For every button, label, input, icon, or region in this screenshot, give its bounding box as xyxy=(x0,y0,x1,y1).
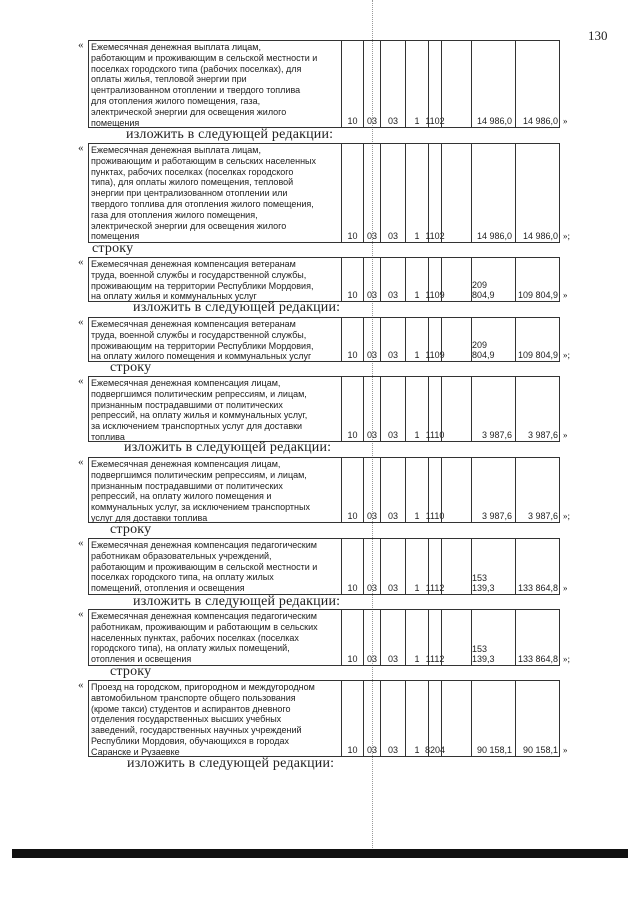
cell-c4: 1 xyxy=(405,377,428,441)
caption-edit: изложить в следующей редакции: xyxy=(133,594,341,609)
caption-line: строку xyxy=(110,664,152,679)
cell-c3: 03 xyxy=(380,318,405,361)
caption-edit: изложить в следующей редакции: xyxy=(124,440,332,455)
open-quote: « xyxy=(78,316,84,328)
cell-c4: 1 xyxy=(405,41,428,127)
caption-edit: изложить в следующей редакции: xyxy=(126,127,334,142)
cell-v1: 209 804,9 xyxy=(471,318,515,361)
cell-v2: 109 804,9 xyxy=(515,258,561,301)
empty-cell xyxy=(441,144,471,242)
cell-c2: 03 xyxy=(363,377,380,441)
cell-v2: 3 987,6 xyxy=(515,377,561,441)
cell-c2: 03 xyxy=(363,458,380,522)
cell-v2: 133 864,8 xyxy=(515,539,561,594)
empty-cell xyxy=(441,258,471,301)
cell-c1: 10 xyxy=(341,377,363,441)
cell-c3: 03 xyxy=(380,377,405,441)
empty-cell xyxy=(441,377,471,441)
open-quote: « xyxy=(78,256,84,268)
open-quote: « xyxy=(78,679,84,691)
open-quote: « xyxy=(78,375,84,387)
row-description: Проезд на городском, пригородном и междугородном автомобильном транспорте общего пользования (кроме такси) студентов и аспирантов дневного отделения государственных высших учебных заведений, государственных научных учреждений Республики Мордовия, обучающихся в городах Саранске и Рузаевке xyxy=(91,682,315,757)
cell-c2: 03 xyxy=(363,539,380,594)
cell-c5: 1102 xyxy=(428,144,441,242)
cell-v2: 14 986,0 xyxy=(515,144,561,242)
cell-c1: 10 xyxy=(341,318,363,361)
cell-c3: 03 xyxy=(380,258,405,301)
cell-c4: 1 xyxy=(405,610,428,665)
row-description: Ежемесячная денежная выплата лицам, работающим и проживающим в сельской местности и поселках городского типа (рабочих поселках), для оплаты жилья, тепловой энергии при централизованном отоплении и твердого топлива для отопления жилого помещения, газа, электрической энергии для освещения жилого помещения xyxy=(91,42,318,128)
empty-cell xyxy=(441,41,471,127)
cell-c2: 03 xyxy=(363,41,380,127)
cell-v1: 3 987,6 xyxy=(471,458,515,522)
row-description: Ежемесячная денежная компенсация лицам, подвергшимся политическим репрессиям, и лицам, признанным пострадавшими от политических репрессий, на оплату жилья и коммунальных услуг, за исключением транспортных услуг для доставки топлива xyxy=(91,378,308,442)
cell-c4: 1 xyxy=(405,144,428,242)
caption-edit: изложить в следующей редакции: xyxy=(127,756,335,771)
cell-c1: 10 xyxy=(341,681,363,756)
caption-line: строку xyxy=(92,241,134,256)
cell-v1: 209 804,9 xyxy=(471,258,515,301)
cell-v1: 90 158,1 xyxy=(471,681,515,756)
cell-v1: 153 139,3 xyxy=(471,610,515,665)
table-row xyxy=(88,143,560,243)
cell-c3: 03 xyxy=(380,681,405,756)
close-quote: »; xyxy=(563,511,571,521)
cell-c4: 1 xyxy=(405,681,428,756)
close-quote: » xyxy=(563,290,568,300)
close-quote: » xyxy=(563,745,568,755)
table-row xyxy=(88,317,560,362)
cell-v1: 3 987,6 xyxy=(471,377,515,441)
open-quote: « xyxy=(78,456,84,468)
cell-v2: 133 864,8 xyxy=(515,610,561,665)
cell-c1: 10 xyxy=(341,458,363,522)
row-description: Ежемесячная денежная выплата лицам, проживающим и работающим в сельских населенных пунктах, рабочих поселках (поселках городского типа), для оплаты жилого помещения, тепловой энергии при централизованном отоплении или твердого топлива для отопления жилого помещения, газа для отопления жилого помещения, электрической энергии для освещения жилого помещения xyxy=(91,145,317,242)
cell-c4: 1 xyxy=(405,258,428,301)
scan-edge-bar xyxy=(12,849,628,858)
close-quote: » xyxy=(563,116,568,126)
page-number: 130 xyxy=(588,28,608,43)
cell-c4: 1 xyxy=(405,539,428,594)
cell-c2: 03 xyxy=(363,681,380,756)
cell-c2: 03 xyxy=(363,610,380,665)
cell-c5: 1112 xyxy=(428,610,441,665)
row-description: Ежемесячная денежная компенсация педагогическим работникам образовательных учреждений, работающим и проживающим в сельской местности и поселках городского типа, на оплату жилых помещений, отопления и освещения xyxy=(91,540,318,594)
table-row xyxy=(88,376,560,442)
cell-c1: 10 xyxy=(341,144,363,242)
cell-c3: 03 xyxy=(380,539,405,594)
open-quote: « xyxy=(78,608,84,620)
cell-c5: 1110 xyxy=(428,377,441,441)
cell-c2: 03 xyxy=(363,318,380,361)
cell-c5: 1109 xyxy=(428,258,441,301)
table-row xyxy=(88,257,560,302)
cell-v1: 153 139,3 xyxy=(471,539,515,594)
table-row xyxy=(88,538,560,595)
open-quote: « xyxy=(78,537,84,549)
cell-v1: 14 986,0 xyxy=(471,144,515,242)
cell-c5: 1109 xyxy=(428,318,441,361)
empty-cell xyxy=(441,539,471,594)
open-quote: « xyxy=(78,142,84,154)
empty-cell xyxy=(441,610,471,665)
cell-c4: 1 xyxy=(405,318,428,361)
caption-edit: изложить в следующей редакции: xyxy=(133,300,341,315)
cell-c1: 10 xyxy=(341,610,363,665)
cell-c1: 10 xyxy=(341,258,363,301)
cell-c2: 03 xyxy=(363,144,380,242)
table-row xyxy=(88,609,560,666)
cell-c4: 1 xyxy=(405,458,428,522)
cell-v2: 90 158,1 xyxy=(515,681,561,756)
row-description: Ежемесячная денежная компенсация ветеранам труда, военной службы и государственной службы, проживающим на территории Республики Мордовия, на оплату жилья и коммунальных услуг xyxy=(91,259,314,302)
row-description: Ежемесячная денежная компенсация лицам, подвергшимся политическим репрессиям, и лицам, признанным пострадавшими от политических репрессий, на оплату жилого помещения и коммунальных услуг, за исключением транспортных услуг для доставки топлива xyxy=(91,459,310,523)
row-description: Ежемесячная денежная компенсация ветеранам труда, военной службы и государственной службы, проживающим на территории Республики Мордовия, на оплату жилого помещения и коммунальных услуг xyxy=(91,319,314,362)
cell-v2: 109 804,9 xyxy=(515,318,561,361)
table-row xyxy=(88,457,560,523)
cell-c3: 03 xyxy=(380,41,405,127)
close-quote: » xyxy=(563,583,568,593)
table-row xyxy=(88,680,560,757)
close-quote: »; xyxy=(563,654,571,664)
cell-c3: 03 xyxy=(380,144,405,242)
empty-cell xyxy=(441,681,471,756)
table-row xyxy=(88,40,560,128)
cell-v2: 3 987,6 xyxy=(515,458,561,522)
cell-c1: 10 xyxy=(341,539,363,594)
cell-c5: 1102 xyxy=(428,41,441,127)
cell-c1: 10 xyxy=(341,41,363,127)
empty-cell xyxy=(441,458,471,522)
close-quote: »; xyxy=(563,231,571,241)
cell-v1: 14 986,0 xyxy=(471,41,515,127)
cell-v2: 14 986,0 xyxy=(515,41,561,127)
caption-line: строку xyxy=(110,360,152,375)
cell-c5: 1110 xyxy=(428,458,441,522)
close-quote: » xyxy=(563,430,568,440)
cell-c5: 1112 xyxy=(428,539,441,594)
cell-c2: 03 xyxy=(363,258,380,301)
row-description: Ежемесячная денежная компенсация педагогическим работникам, проживающим и работающим в сельских населенных пунктах, рабочих поселках (поселках городского типа), на оплату жилых помещений, отопления и освещения xyxy=(91,611,318,665)
empty-cell xyxy=(441,318,471,361)
caption-line: строку xyxy=(110,522,152,537)
open-quote: « xyxy=(78,39,84,51)
cell-c3: 03 xyxy=(380,458,405,522)
close-quote: »; xyxy=(563,350,571,360)
cell-c3: 03 xyxy=(380,610,405,665)
cell-c5: 8204 xyxy=(428,681,441,756)
